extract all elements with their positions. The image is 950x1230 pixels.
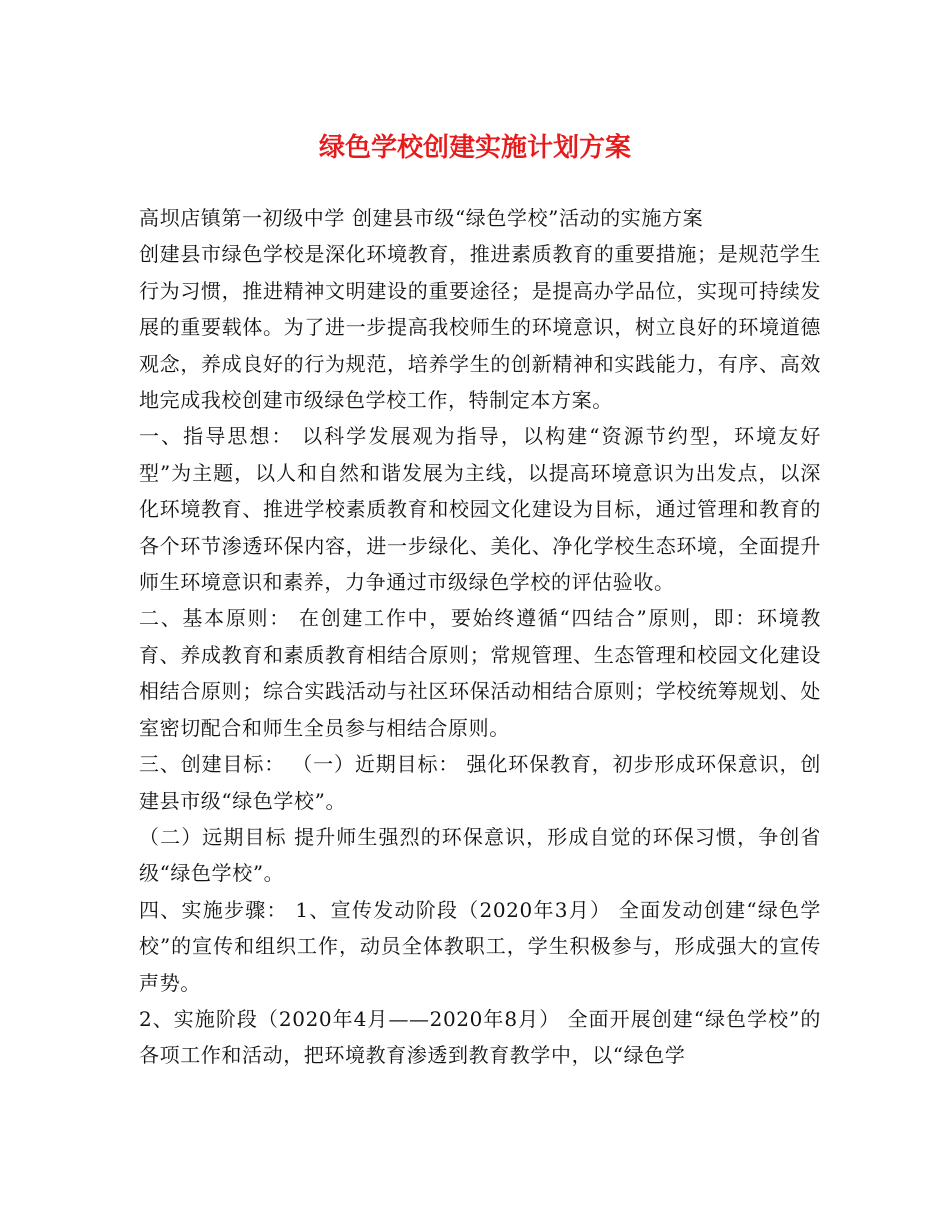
paragraph-implementation-step-1: 四、实施步骤： 1、宣传发动阶段（2020年3月） 全面发动创建“绿色学校”的宣传和组织工作，动员全体教职工，学生积极参与，形成强大的宣传声势。 [139,897,821,995]
document-title: 绿色学校创建实施计划方案 [318,133,631,163]
paragraph-guiding-ideology: 一、指导思想： 以科学发展观为指导，以构建“资源节约型，环境友好型”为主题，以人和自然和谐发展为主线，以提高环境意识为出发点，以深化环境教育、推进学校素质教育和校园文化建设为目标，通过管理和教育的各个环节渗透环保内容，进一步绿化、美化、净化学校生态环境，全面提升师生环境意识和素养，力争通过市级绿色学校的评估验收。 [139,424,821,595]
paragraph-school-heading: 高坝店镇第一初级中学 创建县市级“绿色学校”活动的实施方案 [139,206,704,230]
paragraph-short-term-goal: 三、创建目标： （一）近期目标： 强化环保教育，初步形成环保意识，创建县市级“绿色学校”。 [139,752,821,813]
paragraph-implementation-step-2: 2、实施阶段（2020年4月——2020年8月） 全面开展创建“绿色学校”的各项工作和活动，把环境教育渗透到教育教学中，以“绿色学 [139,1006,821,1068]
paragraph-long-term-goal: （二）远期目标 提升师生强烈的环保意识，形成自觉的环保习惯，争创省级“绿色学校”。 [139,824,821,886]
paragraph-introduction: 创建县市绿色学校是深化环境教育，推进素质教育的重要措施；是规范学生行为习惯，推进精神文明建设的重要途径；是提高办学品位，实现可持续发展的重要载体。为了进一步提高我校师生的环境意识，树立良好的环境道德观念，养成良好的行为规范，培养学生的创新精神和实践能力，有序、高效地完成我校创建市级绿色学校工作，特制定本方案。 [139,242,821,413]
paragraph-basic-principles: 二、基本原则： 在创建工作中，要始终遵循“四结合”原则，即：环境教育、养成教育和素质教育相结合原则；常规管理、生态管理和校园文化建设相结合原则；综合实践活动与社区环保活动相结合原则；学校统筹规划、处室密切配合和师生全员参与相结合原则。 [139,606,821,740]
document-body [139,200,821,1074]
